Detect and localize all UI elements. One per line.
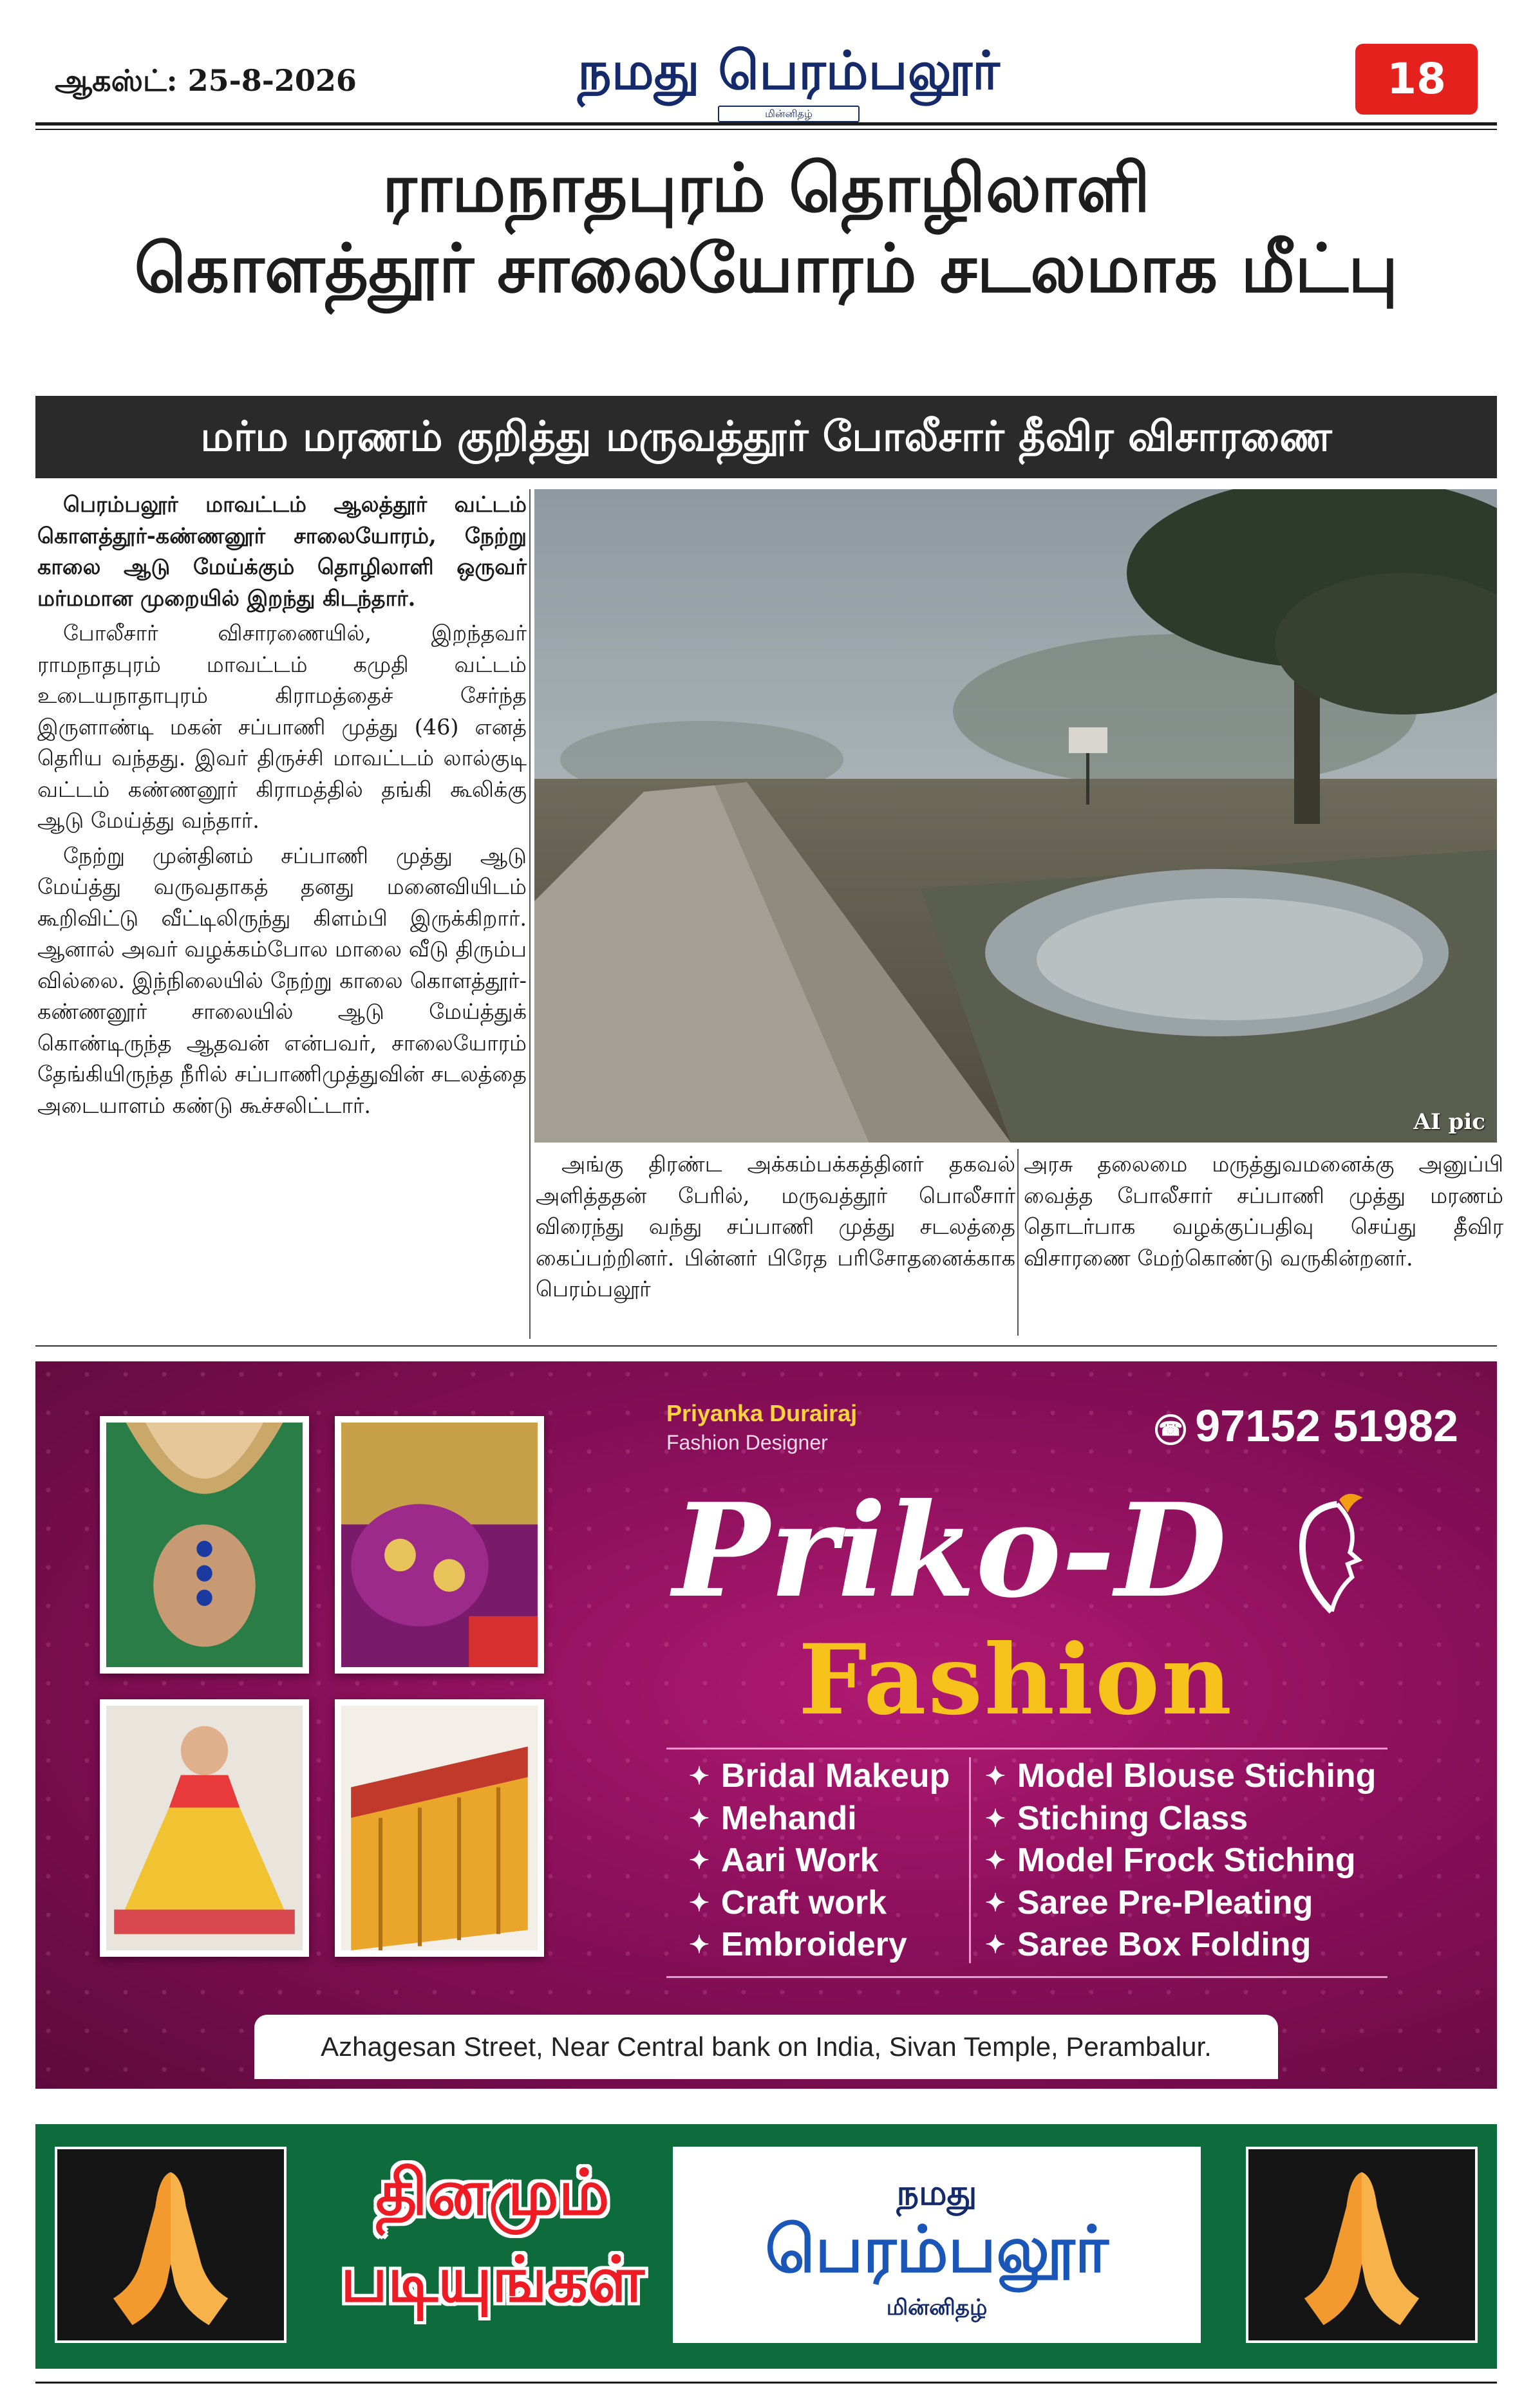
service-item: ✦ Stiching Class xyxy=(985,1798,1376,1840)
logo-line-2: பெரம்பலூர் xyxy=(765,2212,1109,2287)
article-paragraph: போலீசார் விசாரணையில், இறந்தவர் ராமநாதபுரம் மாவட்டம் கமுதி வட்டம் உடையநாதாபுரம் கிராமத்தைச் சேர்ந்த இருளாண்டி மகன் சப்பாணி முத்து (46) எனத் தெரிய வந்தது. இவர் திருச்சி மாவட்டம் லால்குடி வட்டம் கண்ணனூர் கிராமத்தில் தங்கி கூலிக்கு ஆடு மேய்த்து வந்தார். xyxy=(37,621,527,833)
service-item: ✦ Model Blouse Stiching xyxy=(985,1755,1376,1798)
services-bottom-rule xyxy=(666,1976,1387,1978)
phone-number-text: 97152 51982 xyxy=(1195,1401,1458,1451)
read-daily-text xyxy=(312,2150,673,2324)
bridal-sleeve-image xyxy=(335,1416,544,1674)
girl-frock-image xyxy=(100,1699,309,1957)
designer-role: Fashion Designer xyxy=(666,1431,828,1454)
masthead-rule xyxy=(35,122,1497,126)
service-item: ✦ Aari Work xyxy=(689,1840,950,1882)
service-item: ✦ Embroidery xyxy=(689,1924,950,1966)
road-scene-image xyxy=(534,489,1497,1143)
headline-line-1: ராமநாதபுரம் தொழிலாளி xyxy=(382,149,1151,227)
brand-name: Priko-D xyxy=(673,1475,1227,1627)
logo-line-3: மின்னிதழ் xyxy=(886,2295,988,2320)
service-item: ✦ Saree Pre-Pleating xyxy=(985,1882,1376,1925)
read-daily-line-2: படியுங்கள் xyxy=(341,2243,644,2317)
article-column-1 xyxy=(37,489,527,1125)
article-photo xyxy=(534,489,1497,1143)
services-list-right xyxy=(985,1755,1376,1966)
article-column-2: அங்கு திரண்ட அக்கம்பக்கத்தினர் தகவல் அளித்ததன் பேரில், மருவத்தூர் பொலீசார் விரைந்து வந்து சப்பாணி முத்து சடலத்தை கைப்பற்றினர். பின்னர் பிரேத பரிசோதனைக்காக பெரம்பலூர் xyxy=(536,1152,1015,1302)
blouse-embroidery-image xyxy=(100,1416,309,1674)
services-top-rule xyxy=(666,1748,1387,1750)
column-divider xyxy=(1017,1149,1019,1336)
namaste-hands-icon xyxy=(55,2147,287,2343)
article-column-3: அரசு தலைமை மருத்துவமனைக்கு அனுப்பி வைத்த போலீசார் சப்பாணி முத்து மரணம் தொடர்பாக வழக்குப்பதிவு செய்து தீவிர விசாரணை மேற்கொண்டு வருகின்றனர். xyxy=(1024,1152,1503,1271)
article-subheadline: மர்ம மரணம் குறித்து மருவத்தூர் போலீசார் தீவிர விசாரணை xyxy=(35,396,1497,478)
service-item: ✦ Mehandi xyxy=(689,1798,950,1840)
brand-subtitle: Fashion xyxy=(798,1623,1234,1737)
designer-name: Priyanka Durairaj xyxy=(666,1400,858,1426)
column-divider xyxy=(529,489,531,1339)
namaste-hands-icon xyxy=(1246,2147,1478,2343)
service-item: ✦ Model Frock Stiching xyxy=(985,1840,1376,1882)
read-daily-line-1: தினமும் xyxy=(375,2156,610,2230)
newspaper-title: நமது பெரம்பலூர் xyxy=(578,41,1000,102)
logo-line-1: நமது xyxy=(896,2172,977,2213)
article-paragraph: நேற்று முன்தினம் சப்பாணி முத்து ஆடு மேய்த்து வருவதாகத் தனது மனைவியிடம் கூறிவிட்டு வீட்டிலிருந்து கிளம்பி இருக்கிறார். ஆனால் அவர் வழக்கம்போல மாலை வீடு திரும்ப வில்லை. இந்நிலையில் நேற்று காலை கொளத்தூர்-கண்ணனூர் சாலையில் ஆடு மேய்த்துக் கொண்டிருந்த ஆதவன் என்பவர், சாலையோரம் தேங்கியிருந்த நீரில் சப்பாணிமுத்துவின் சடலத்தை அடையாளம் கண்டு கூச்சலிட்டார். xyxy=(37,843,527,1118)
read-daily-banner xyxy=(35,2124,1497,2369)
newspaper-subtitle: மின்னிதழ் xyxy=(718,106,860,122)
issue-date: ஆகஸ்ட்: 25-8-2026 xyxy=(55,63,357,98)
face-silhouette-icon xyxy=(1272,1493,1381,1622)
masthead-rule-thin xyxy=(35,129,1497,130)
service-item: ✦ Saree Box Folding xyxy=(985,1924,1376,1966)
masthead xyxy=(35,39,1497,129)
newspaper-logo xyxy=(673,2147,1201,2343)
shop-address: Azhagesan Street, Near Central bank on India, Sivan Temple, Perambalur. xyxy=(254,2015,1278,2079)
article-headline xyxy=(35,148,1497,309)
service-item: ✦ Bridal Makeup xyxy=(689,1755,950,1798)
phone-icon: ☎ xyxy=(1155,1414,1186,1445)
service-item: ✦ Craft work xyxy=(689,1882,950,1925)
phone-number xyxy=(1155,1400,1458,1451)
services-divider xyxy=(969,1757,971,1963)
headline-line-2: கொளத்தூர் சாலையோரம் சடலமாக மீட்பு xyxy=(134,229,1398,308)
services-list-left xyxy=(689,1755,950,1966)
photo-credit: AI pic xyxy=(1413,1109,1485,1135)
fashion-advertisement xyxy=(35,1361,1497,2089)
page-number-badge: 18 xyxy=(1355,44,1478,115)
saree-folding-image xyxy=(335,1699,544,1957)
page-bottom-rule xyxy=(35,2382,1497,2384)
section-rule xyxy=(35,1345,1497,1347)
article-paragraph: பெரம்பலூர் மாவட்டம் ஆலத்தூர் வட்டம் கொளத்தூர்-கண்ணனூர் சாலையோரம், நேற்று காலை ஆடு மேய்க்கும் தொழிலாளி ஒருவர் மர்மமான முறையில் இறந்து கிடந்தார். xyxy=(37,492,527,611)
designer-info xyxy=(666,1400,857,1455)
